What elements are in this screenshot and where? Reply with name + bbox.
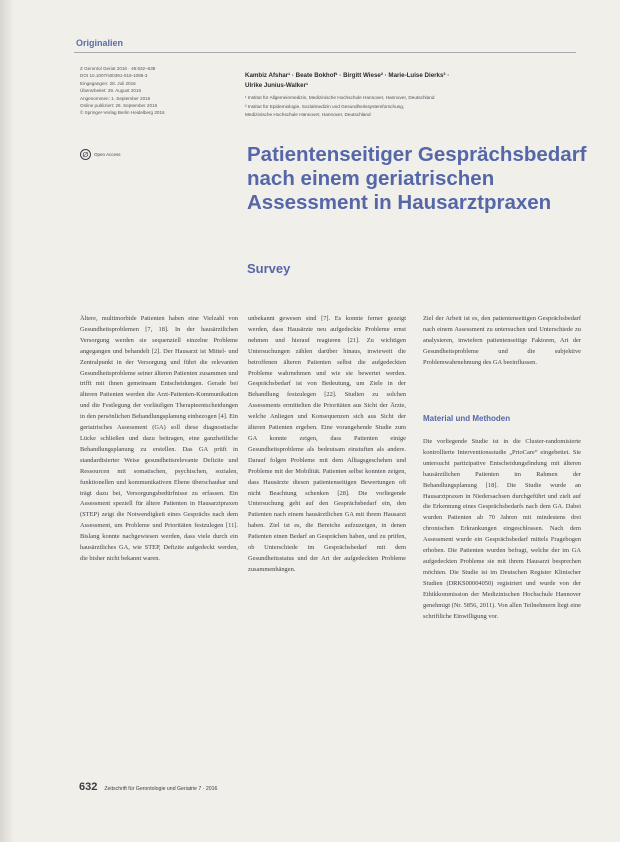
scan-edge-shadow [0, 0, 14, 842]
body-paragraph: Ziel der Arbeit ist es, den patientenseitigen Gesprächsbedarf nach einem Assessment zu untersuchen und Unterschiede zu analysieren, inwiefern patientenseitige Faktoren, Art der Gesundheitsprobleme und die subjektive Problemwahrnehmung des GA beeinflussen. [423, 315, 581, 366]
open-access-badge[interactable] [80, 149, 121, 160]
section-heading: Material und Methoden [423, 414, 511, 423]
body-column-1 [80, 314, 238, 565]
meta-line: DOI 10.1007/s00391-016-1086-3 [80, 73, 148, 79]
meta-line: Z Gerontol Geriat 2016 · 49:632–638 [80, 66, 156, 71]
meta-line: Eingegangen: 28. Juli 2016 [80, 80, 136, 86]
meta-line: Online publiziert: 26. September 2016 [80, 103, 158, 109]
affiliation: ¹ Institut für Allgemeinmedizin, Medizinische Hochschule Hannover, Hannover, Deutschland [245, 95, 435, 100]
body-column-3-methods [423, 437, 581, 622]
page-number: 632 [79, 781, 98, 793]
author-line: Ulrike Junius-Walker¹ [245, 81, 309, 89]
body-paragraph: Die vorliegende Studie ist in die Cluster-randomisierte kontrollierte Interventionsstudie „PrioCare“ eingebettet. Sie untersucht partizipative Entscheidungsfindung mit älteren hausärztlichen Patienten im Rahmen der Behandlungsplanung [18]. Die Studie wurde an Hausarztpraxen in Niedersachsen durchgeführt und zielt auf die Erkennung eines Gesprächsbedarfs nach dem GA. Dabei wurden Patienten ab 70 Jahren mit mindestens drei chronischen Erkrankungen eingeschlossen. Nach dem Assessment wurde ein Gesprächsbedarf mittels Fragebogen erhoben. Die Patienten wurden befragt, welche der im GA aufgedeckten Probleme sie mit ihrem Hausarzt besprechen möchten. Die Studie ist im Deutschen Register Klinischer Studien (DRKS00004050) registriert und wurde von der Ethikkommission der Medizinischen Hochschule Hannover genehmigt (Nr. 5856, 2011). Von allen Teilnehmern liegt eine schriftliche Einwilligung vor. [423, 438, 581, 620]
meta-line: © Springer-Verlag Berlin Heidelberg 2016 [80, 110, 165, 116]
author-list [245, 71, 565, 90]
article-subtitle: Survey [247, 261, 291, 276]
open-access-icon: ∅ [80, 149, 91, 160]
meta-line: Überarbeitet: 29. August 2016 [80, 88, 142, 94]
meta-line: Angenommen: 1. September 2016 [80, 95, 151, 101]
article-title: Patientenseitiger Gesprächsbedarf nach einem geriatrischen Assessment in Hausarztpraxen [247, 143, 587, 214]
affiliations [245, 94, 565, 120]
affiliation: ² Institut für Epidemiologie, Sozialmedizin und Gesundheitssystemforschung, [245, 103, 405, 109]
article-metadata [80, 65, 230, 117]
author-line: Kambiz Afshar¹ · Beate Bokhof¹ · Birgitt Wiese² · Marie-Luise Dierks³ · [245, 72, 450, 79]
body-column-3 [423, 314, 581, 369]
body-paragraph: Ältere, multimorbide Patienten haben eine Vielzahl von Gesundheitsproblemen [7, 18]. In der hausärztlichen Versorgung werden sie sequenziell einzelne Probleme angegangen und behandelt [2]. Der Hausarzt ist Mittel- und Zentralpunkt in der Versorgung und führt die relevanten Gesundheitsprobleme seiner älteren Patienten zusammen und trifft mit ihnen gemeinsam Entscheidungen. Gerade bei älteren Patienten werden die Arzt-Patienten-Kommunikation und die Festlegung der vorläufigen Therapieentscheidungen in den persönlichen Behandlungsplanung einbezogen [4]. Ein geriatrisches Assessment (GA) soll diese diagnostische Lücke schließen und dazu beitragen, eine ganzheitliche Behandlungsplanung zu erstellen. Das GA prüft in standardisierter Weise gesundheitsrelevante Defizite und Ressourcen mit somatischen, psychischen, sozialen, funktionellen und kommunikativen Ebene überschaubar und trägt dazu bei, Versorgungsbedürfnisse zu erfassen. Ein Assessment speziell für ältere Patienten in Hausarztpraxen (STEP) zeigt die Notwendigkeit eines Gesprächs nach dem Assessment, um Probleme und Prioritäten festzulegen [11]. Bislang konnte nachgewiesen werden, dass viele durch ein hausärztliches GA, wie STEP, Defizite aufgedeckt werden, die bisher nicht bekannt waren. [80, 315, 238, 562]
open-access-label: Open Access [94, 152, 121, 157]
body-paragraph: unbekannt gewesen sind [7]. Es konnte ferner gezeigt werden, dass Hausärzte neu aufgedeckte Probleme ernst nehmen und hierauf reagieren [21]. Zu wichtigen Untersuchungen zählen darüber hinaus, inwieweit die betroffenen älteren Patienten selbst die aufgedeckten Probleme wahrnehmen und wie sie bewertet werden. Gesprächsbedarf ist von Bedeutung, um Ziele in der Behandlung festzulegen [22]. Studien zu solchen Assessments ermittelten die Prioritäten aus Sicht der Ärzte, welche Anliegen und Konsequenzen sich aus Sicht der älteren Patienten ergeben. Eine vorangehende Studie zum GA konnte zeigen, dass Patienten einige Gesundheitsprobleme als bedeutsam einstuften als andere. Darauf folgen Probleme mit dem Alltagsgeschehen und Probleme mit der Mobilität. Patienten selbst konnten zeigen, dass Hausärzte diesen patientenseitigen Bewertungen oft nicht Beachtung schenken [28]. Die vorliegende Untersuchung geht auf den Gesprächsbedarf ein, den Patienten nach einem hausärztlichen GA mit ihrem Hausarzt haben. Ziel ist es, die Bereiche aufzuzeigen, in denen Patienten einen Bedarf an Gesprächen haben, und zu prüfen, ob Unterschiede im Gesprächsbedarf mit dem Gesundheitsstatus und der Art der aufgedeckten Probleme zusammenhängen. [248, 315, 406, 573]
affiliation: Medizinische Hochschule Hannover, Hannover, Deutschland [245, 112, 371, 118]
journal-name: Zeitschrift für Gerontologie und Geriatrie 7 · 2016 [104, 786, 218, 792]
page-footer [79, 781, 217, 793]
section-label: Originalien [76, 38, 124, 48]
body-column-2 [248, 314, 406, 576]
header-rule [74, 52, 576, 53]
